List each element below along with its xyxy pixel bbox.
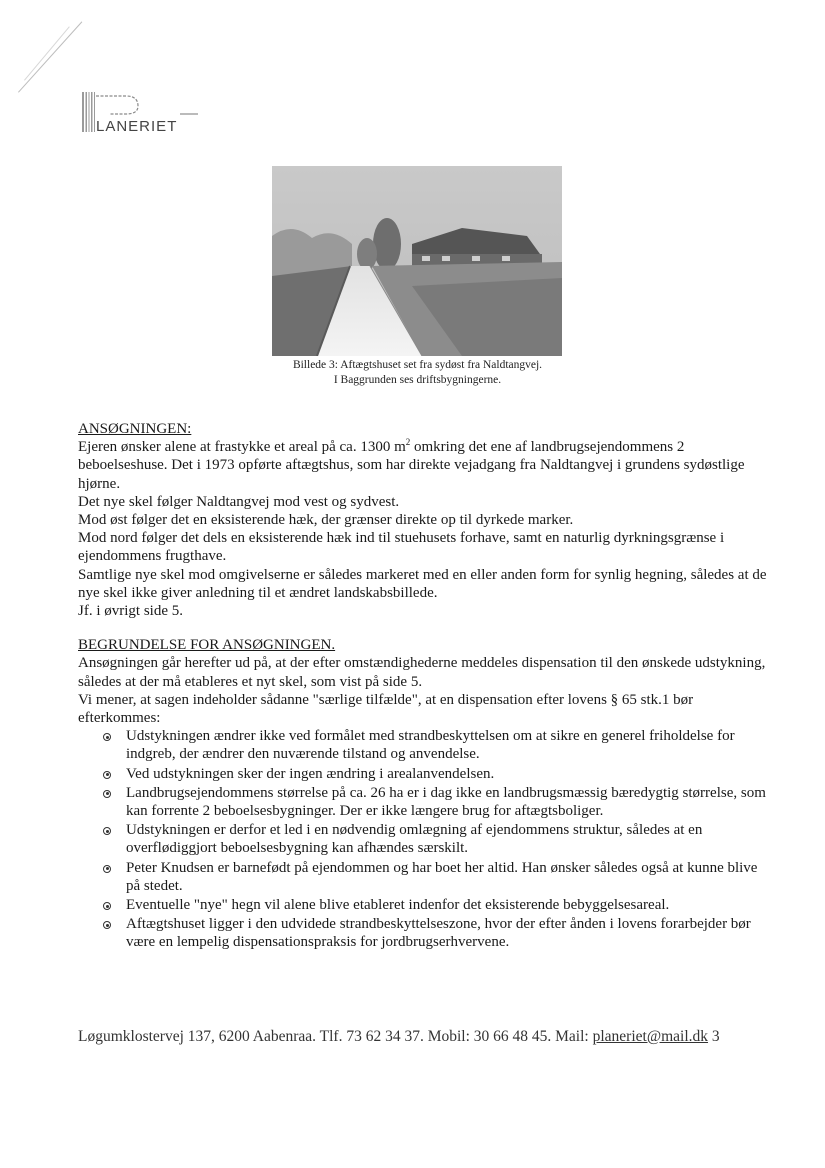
bullet-icon <box>103 733 111 741</box>
list-item-text: Aftægtshuset ligger i den udvidede strandbeskyttelseszone, hvor der efter ånden i lovens forarbejder bør være en lempelig dispensationspraksis for jordbrugserhvervene. <box>126 916 751 951</box>
scan-streak <box>18 21 82 92</box>
list-item <box>103 821 768 857</box>
list-item <box>103 859 768 895</box>
bullet-list <box>78 727 768 951</box>
list-item-text: Udstykningen er derfor et led i en nødvendig omlægning af ejendommens struktur, således at en overflødiggjort beboelsesbygning kan afhændes særskilt. <box>126 822 703 857</box>
bullet-icon <box>103 902 111 910</box>
section-heading-ansogningen: ANSØGNINGEN: <box>78 421 192 437</box>
paragraph: Det nye skel følger Naldtangvej mod vest og sydvest. <box>78 493 400 510</box>
list-item-text: Landbrugsejendommens størrelse på ca. 26 ha er i dag ikke en landbrugsmæssig bæredygtig størrelse, som kan forrente 2 beboelsesbygninger. Der er ikke længere brug for aftægtsboliger. <box>126 784 766 820</box>
footer-email-link[interactable]: planeriet@mail.dk <box>592 1028 709 1045</box>
caption-line-2: I Baggrunden ses driftsbygningerne. <box>333 374 502 386</box>
list-item <box>103 896 768 914</box>
bullet-icon <box>103 921 111 929</box>
paragraph-text: omkring det ene af landbrugsejendommens 2 beboelseshuse. Det i 1973 opførte aftægtshus, som har direkte vejadgang fra Naldtangvej i grundens sydøstlige hjørne. <box>78 439 745 492</box>
list-item-text: Udstykningen ændrer ikke ved formålet med strandbeskyttelsen om at sikre en generel friholdelse for indgreb, der ændrer den nuværende tilstand og anvendelse. <box>126 728 735 763</box>
list-item-text: Eventuelle "nye" hegn vil alene blive etableret indenfor det eksisterende bebyggelsesareal. <box>126 897 670 914</box>
list-item <box>103 727 768 763</box>
bullet-icon <box>103 827 111 835</box>
paragraph: Ansøgningen går herefter ud på, at der efter omstændighederne meddeles dispensation til den ønskede udstykning, således at der må etableres et nyt skel, som vist på side 5. <box>78 655 766 690</box>
paragraph: Vi mener, at sagen indeholder sådanne "særlige tilfælde", at en dispensation efter lovens § 65 stk.1 bør efterkommes: <box>78 691 694 727</box>
scan-streak <box>24 26 70 80</box>
logo-wordmark: LANERIET <box>96 118 178 135</box>
farmhouse-photo <box>272 166 562 356</box>
caption-line-1: Billede 3: Aftægtshuset set fra sydøst fra Naldtangvej. <box>292 359 543 371</box>
page-footer <box>78 1028 768 1046</box>
paragraph: Mod nord følger det dels en eksisterende hæk ind til stuehusets forhave, samt en naturlig dyrkningsgrænse i ejendommens frugthave. <box>78 530 725 565</box>
list-item <box>103 915 768 951</box>
list-item <box>103 765 768 783</box>
photo-caption <box>240 358 595 388</box>
paragraph: Samtlige nye skel mod omgivelserne er således markeret med en eller anden form for synlig hegning, således at de nye skel ikke giver anledning til et ændret landskabsbillede. <box>78 566 767 601</box>
footer-address: Løgumklostervej 137, 6200 Aabenraa. Tlf. 73 62 34 37. Mobil: 30 66 48 45. Mail: <box>78 1028 593 1045</box>
list-item-text: Peter Knudsen er barnefødt på ejendommen og har boet her altid. Han ønsker således også at kunne blive på stedet. <box>126 859 758 894</box>
paragraph <box>78 438 768 493</box>
paragraph-text: Ejeren ønsker alene at frastykke et areal på ca. 1300 m <box>78 439 406 456</box>
bullet-icon <box>103 865 111 873</box>
paragraph: Jf. i øvrigt side 5. <box>78 603 183 620</box>
bullet-icon <box>103 771 111 779</box>
superscript: 2 <box>405 437 411 448</box>
list-item <box>103 784 768 820</box>
document-body <box>78 420 768 953</box>
paragraph: Mod øst følger det en eksisterende hæk, der grænser direkte op til dyrkede marker. <box>78 512 574 529</box>
section-heading-begrundelse: BEGRUNDELSE FOR ANSØGNINGEN. <box>78 637 336 654</box>
list-item-text: Ved udstykningen sker der ingen ændring i arealanvendelsen. <box>126 765 495 782</box>
page-number: 3 <box>711 1028 720 1045</box>
bullet-icon <box>103 790 111 798</box>
section-spacer <box>78 620 768 636</box>
